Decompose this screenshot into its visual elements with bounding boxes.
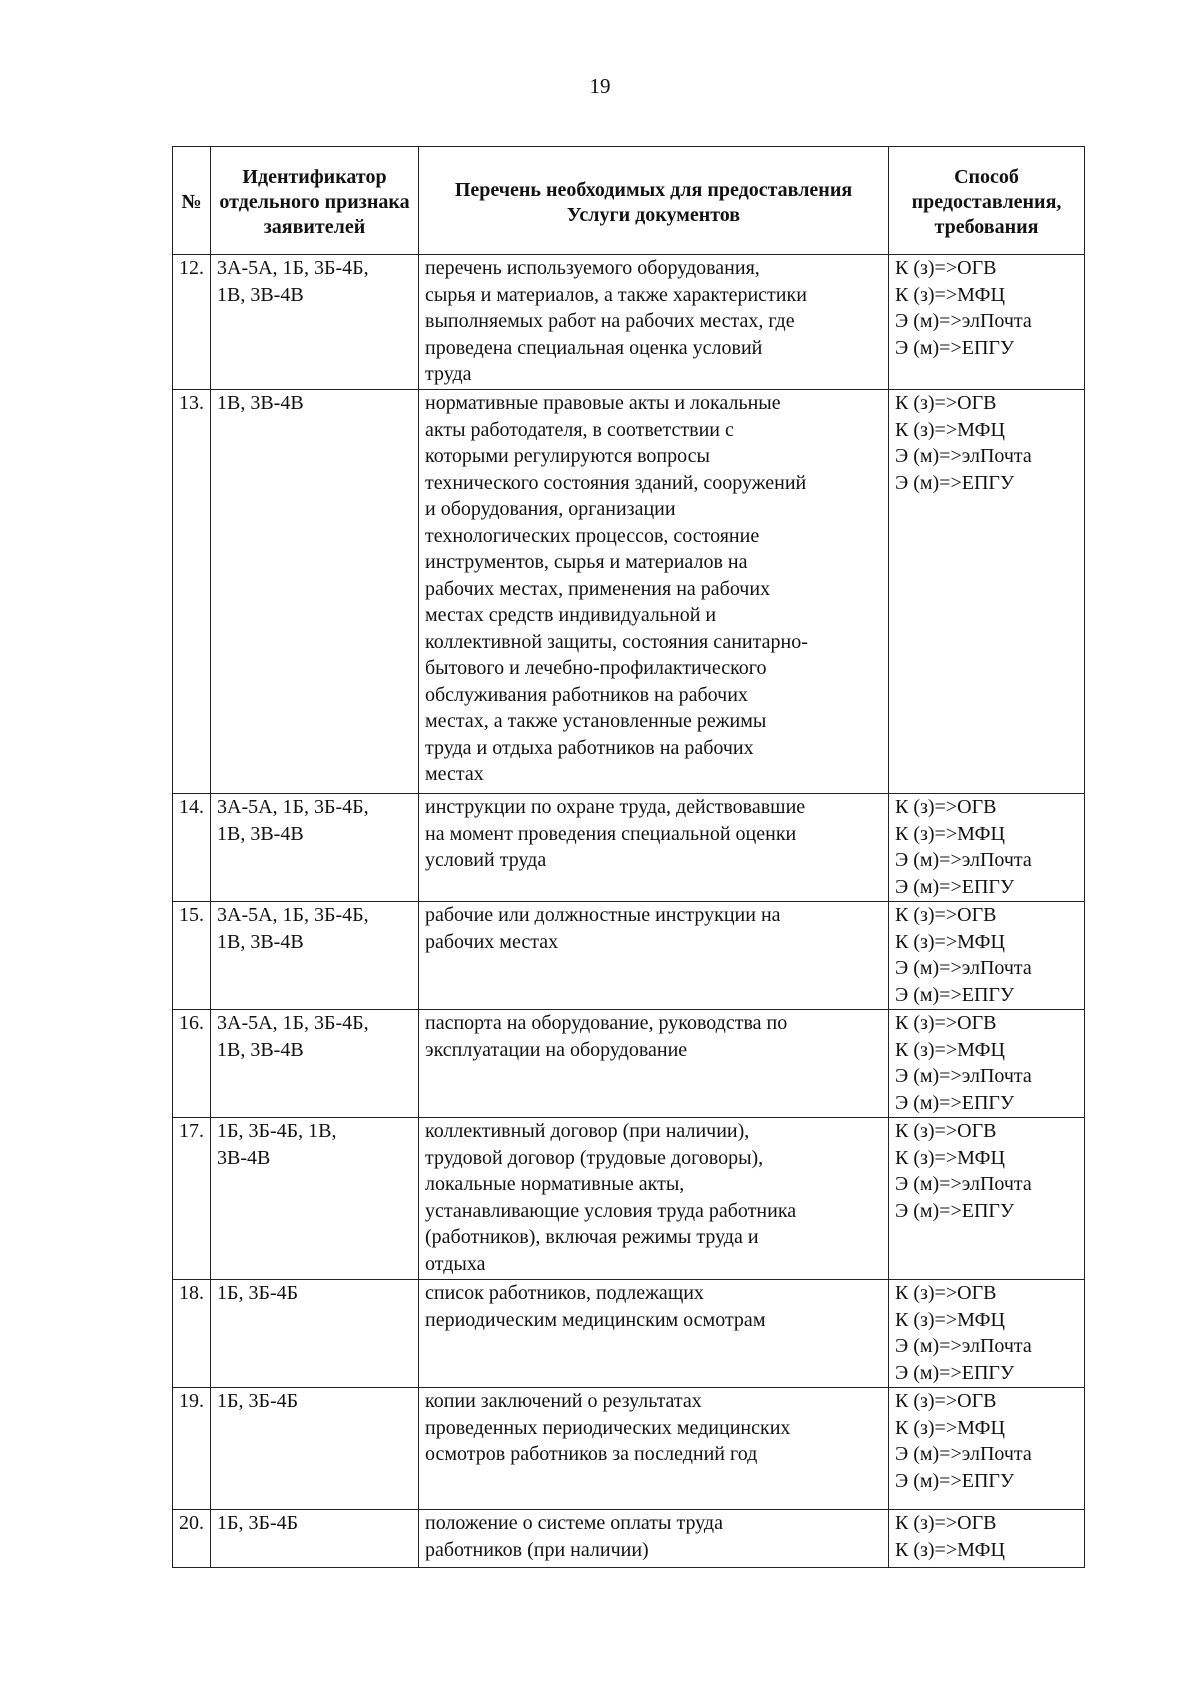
method-text: К (з)=>ОГВ К (з)=>МФЦ Э (м)=>элПочта Э (м)=>ЕПГУ bbox=[895, 257, 1032, 359]
table-row bbox=[173, 902, 1085, 1010]
identifier-text: 1Б, 3Б-4Б bbox=[217, 1282, 299, 1304]
method-text: К (з)=>ОГВ К (з)=>МФЦ Э (м)=>элПочта Э (м)=>ЕПГУ bbox=[895, 1390, 1032, 1492]
table-row bbox=[173, 1118, 1085, 1280]
row-number: 16. bbox=[173, 1010, 211, 1118]
documents-text: нормативные правовые акты и локальные акты работодателя, в соответствии с которыми регулируются вопросы технического состояния зданий, сооружений и оборудования, организации технологических процессов, состояние инструментов, сырья и материалов на рабочих местах, применения на рабочих местах средств индивидуальной и коллективной защиты, состояния санитарно- бытового и лечебно-профилактического обслуживания работников на рабочих местах, а также установленные режимы труда и отдыха работников на рабочих местах bbox=[425, 392, 808, 785]
row-method bbox=[889, 1010, 1085, 1118]
table-row bbox=[173, 1388, 1085, 1510]
row-number: 18. bbox=[173, 1280, 211, 1388]
table-row bbox=[173, 255, 1085, 390]
row-documents bbox=[419, 1280, 889, 1388]
row-method bbox=[889, 794, 1085, 902]
identifier-text: 3А-5А, 1Б, 3Б-4Б, 1В, 3В-4В bbox=[217, 904, 369, 953]
identifier-text: 3А-5А, 1Б, 3Б-4Б, 1В, 3В-4В bbox=[217, 796, 369, 845]
row-identifier bbox=[211, 794, 419, 902]
identifier-text: 1Б, 3Б-4Б bbox=[217, 1390, 299, 1412]
row-identifier bbox=[211, 1510, 419, 1568]
documents-text: копии заключений о результатах проведенных периодических медицинских осмотров работников за последний год bbox=[425, 1390, 791, 1465]
documents-text: положение о системе оплаты труда работников (при наличии) bbox=[425, 1512, 723, 1561]
row-identifier bbox=[211, 902, 419, 1010]
identifier-text: 1Б, 3Б-4Б bbox=[217, 1512, 299, 1534]
document-table bbox=[172, 146, 1085, 1568]
header-number: № bbox=[173, 147, 211, 255]
method-text: К (з)=>ОГВ К (з)=>МФЦ Э (м)=>элПочта Э (м)=>ЕПГУ bbox=[895, 904, 1032, 1006]
row-number: 14. bbox=[173, 794, 211, 902]
identifier-text: 1В, 3В-4В bbox=[217, 392, 304, 414]
documents-text: перечень используемого оборудования, сырья и материалов, а также характеристики выполняемых работ на рабочих местах, где проведена специальная оценка условий труда bbox=[425, 257, 807, 385]
row-method bbox=[889, 1388, 1085, 1510]
table-row bbox=[173, 390, 1085, 794]
table-header-row bbox=[173, 147, 1085, 255]
row-identifier bbox=[211, 1010, 419, 1118]
identifier-text: 1Б, 3Б-4Б, 1В, 3В-4В bbox=[217, 1120, 337, 1169]
table-row bbox=[173, 794, 1085, 902]
row-identifier bbox=[211, 1280, 419, 1388]
identifier-text: 3А-5А, 1Б, 3Б-4Б, 1В, 3В-4В bbox=[217, 257, 369, 306]
row-identifier bbox=[211, 390, 419, 794]
row-number: 13. bbox=[173, 390, 211, 794]
table-row bbox=[173, 1010, 1085, 1118]
row-method bbox=[889, 902, 1085, 1010]
documents-text: список работников, подлежащих периодическим медицинским осмотрам bbox=[425, 1282, 766, 1331]
page-number: 19 bbox=[589, 74, 611, 98]
table-row bbox=[173, 1280, 1085, 1388]
header-documents: Перечень необходимых для предоставления Услуги документов bbox=[419, 147, 889, 255]
method-text: К (з)=>ОГВ К (з)=>МФЦ Э (м)=>элПочта Э (м)=>ЕПГУ bbox=[895, 392, 1032, 494]
row-documents bbox=[419, 1118, 889, 1280]
method-text: К (з)=>ОГВ К (з)=>МФЦ bbox=[895, 1512, 1005, 1561]
row-method bbox=[889, 1510, 1085, 1568]
documents-text: инструкции по охране труда, действовавшие на момент проведения специальной оценки условий труда bbox=[425, 796, 806, 871]
row-number: 12. bbox=[173, 255, 211, 390]
documents-text: рабочие или должностные инструкции на рабочих местах bbox=[425, 904, 781, 953]
row-method bbox=[889, 255, 1085, 390]
row-documents bbox=[419, 902, 889, 1010]
row-identifier bbox=[211, 255, 419, 390]
row-number: 15. bbox=[173, 902, 211, 1010]
row-documents bbox=[419, 390, 889, 794]
method-text: К (з)=>ОГВ К (з)=>МФЦ Э (м)=>элПочта Э (м)=>ЕПГУ bbox=[895, 1012, 1032, 1114]
method-text: К (з)=>ОГВ К (з)=>МФЦ Э (м)=>элПочта Э (м)=>ЕПГУ bbox=[895, 1120, 1032, 1222]
row-method bbox=[889, 390, 1085, 794]
documents-text: коллективный договор (при наличии), трудовой договор (трудовые договоры), локальные нормативные акты, устанавливающие условия труда работника (работников), включая режимы труда и отдыха bbox=[425, 1120, 797, 1275]
header-method: Способ предоставления, требования bbox=[889, 147, 1085, 255]
row-documents bbox=[419, 1388, 889, 1510]
row-number: 20. bbox=[173, 1510, 211, 1568]
row-number: 19. bbox=[173, 1388, 211, 1510]
method-text: К (з)=>ОГВ К (з)=>МФЦ Э (м)=>элПочта Э (м)=>ЕПГУ bbox=[895, 1282, 1032, 1384]
method-text: К (з)=>ОГВ К (з)=>МФЦ Э (м)=>элПочта Э (м)=>ЕПГУ bbox=[895, 796, 1032, 898]
identifier-text: 3А-5А, 1Б, 3Б-4Б, 1В, 3В-4В bbox=[217, 1012, 369, 1061]
table-row bbox=[173, 1510, 1085, 1568]
row-documents bbox=[419, 1510, 889, 1568]
row-number: 17. bbox=[173, 1118, 211, 1280]
row-documents bbox=[419, 794, 889, 902]
row-method bbox=[889, 1118, 1085, 1280]
row-identifier bbox=[211, 1118, 419, 1280]
row-identifier bbox=[211, 1388, 419, 1510]
row-documents bbox=[419, 255, 889, 390]
row-documents bbox=[419, 1010, 889, 1118]
header-identifier: Идентификатор отдельного признака заявителей bbox=[211, 147, 419, 255]
documents-text: паспорта на оборудование, руководства по эксплуатации на оборудование bbox=[425, 1012, 788, 1061]
row-method bbox=[889, 1280, 1085, 1388]
